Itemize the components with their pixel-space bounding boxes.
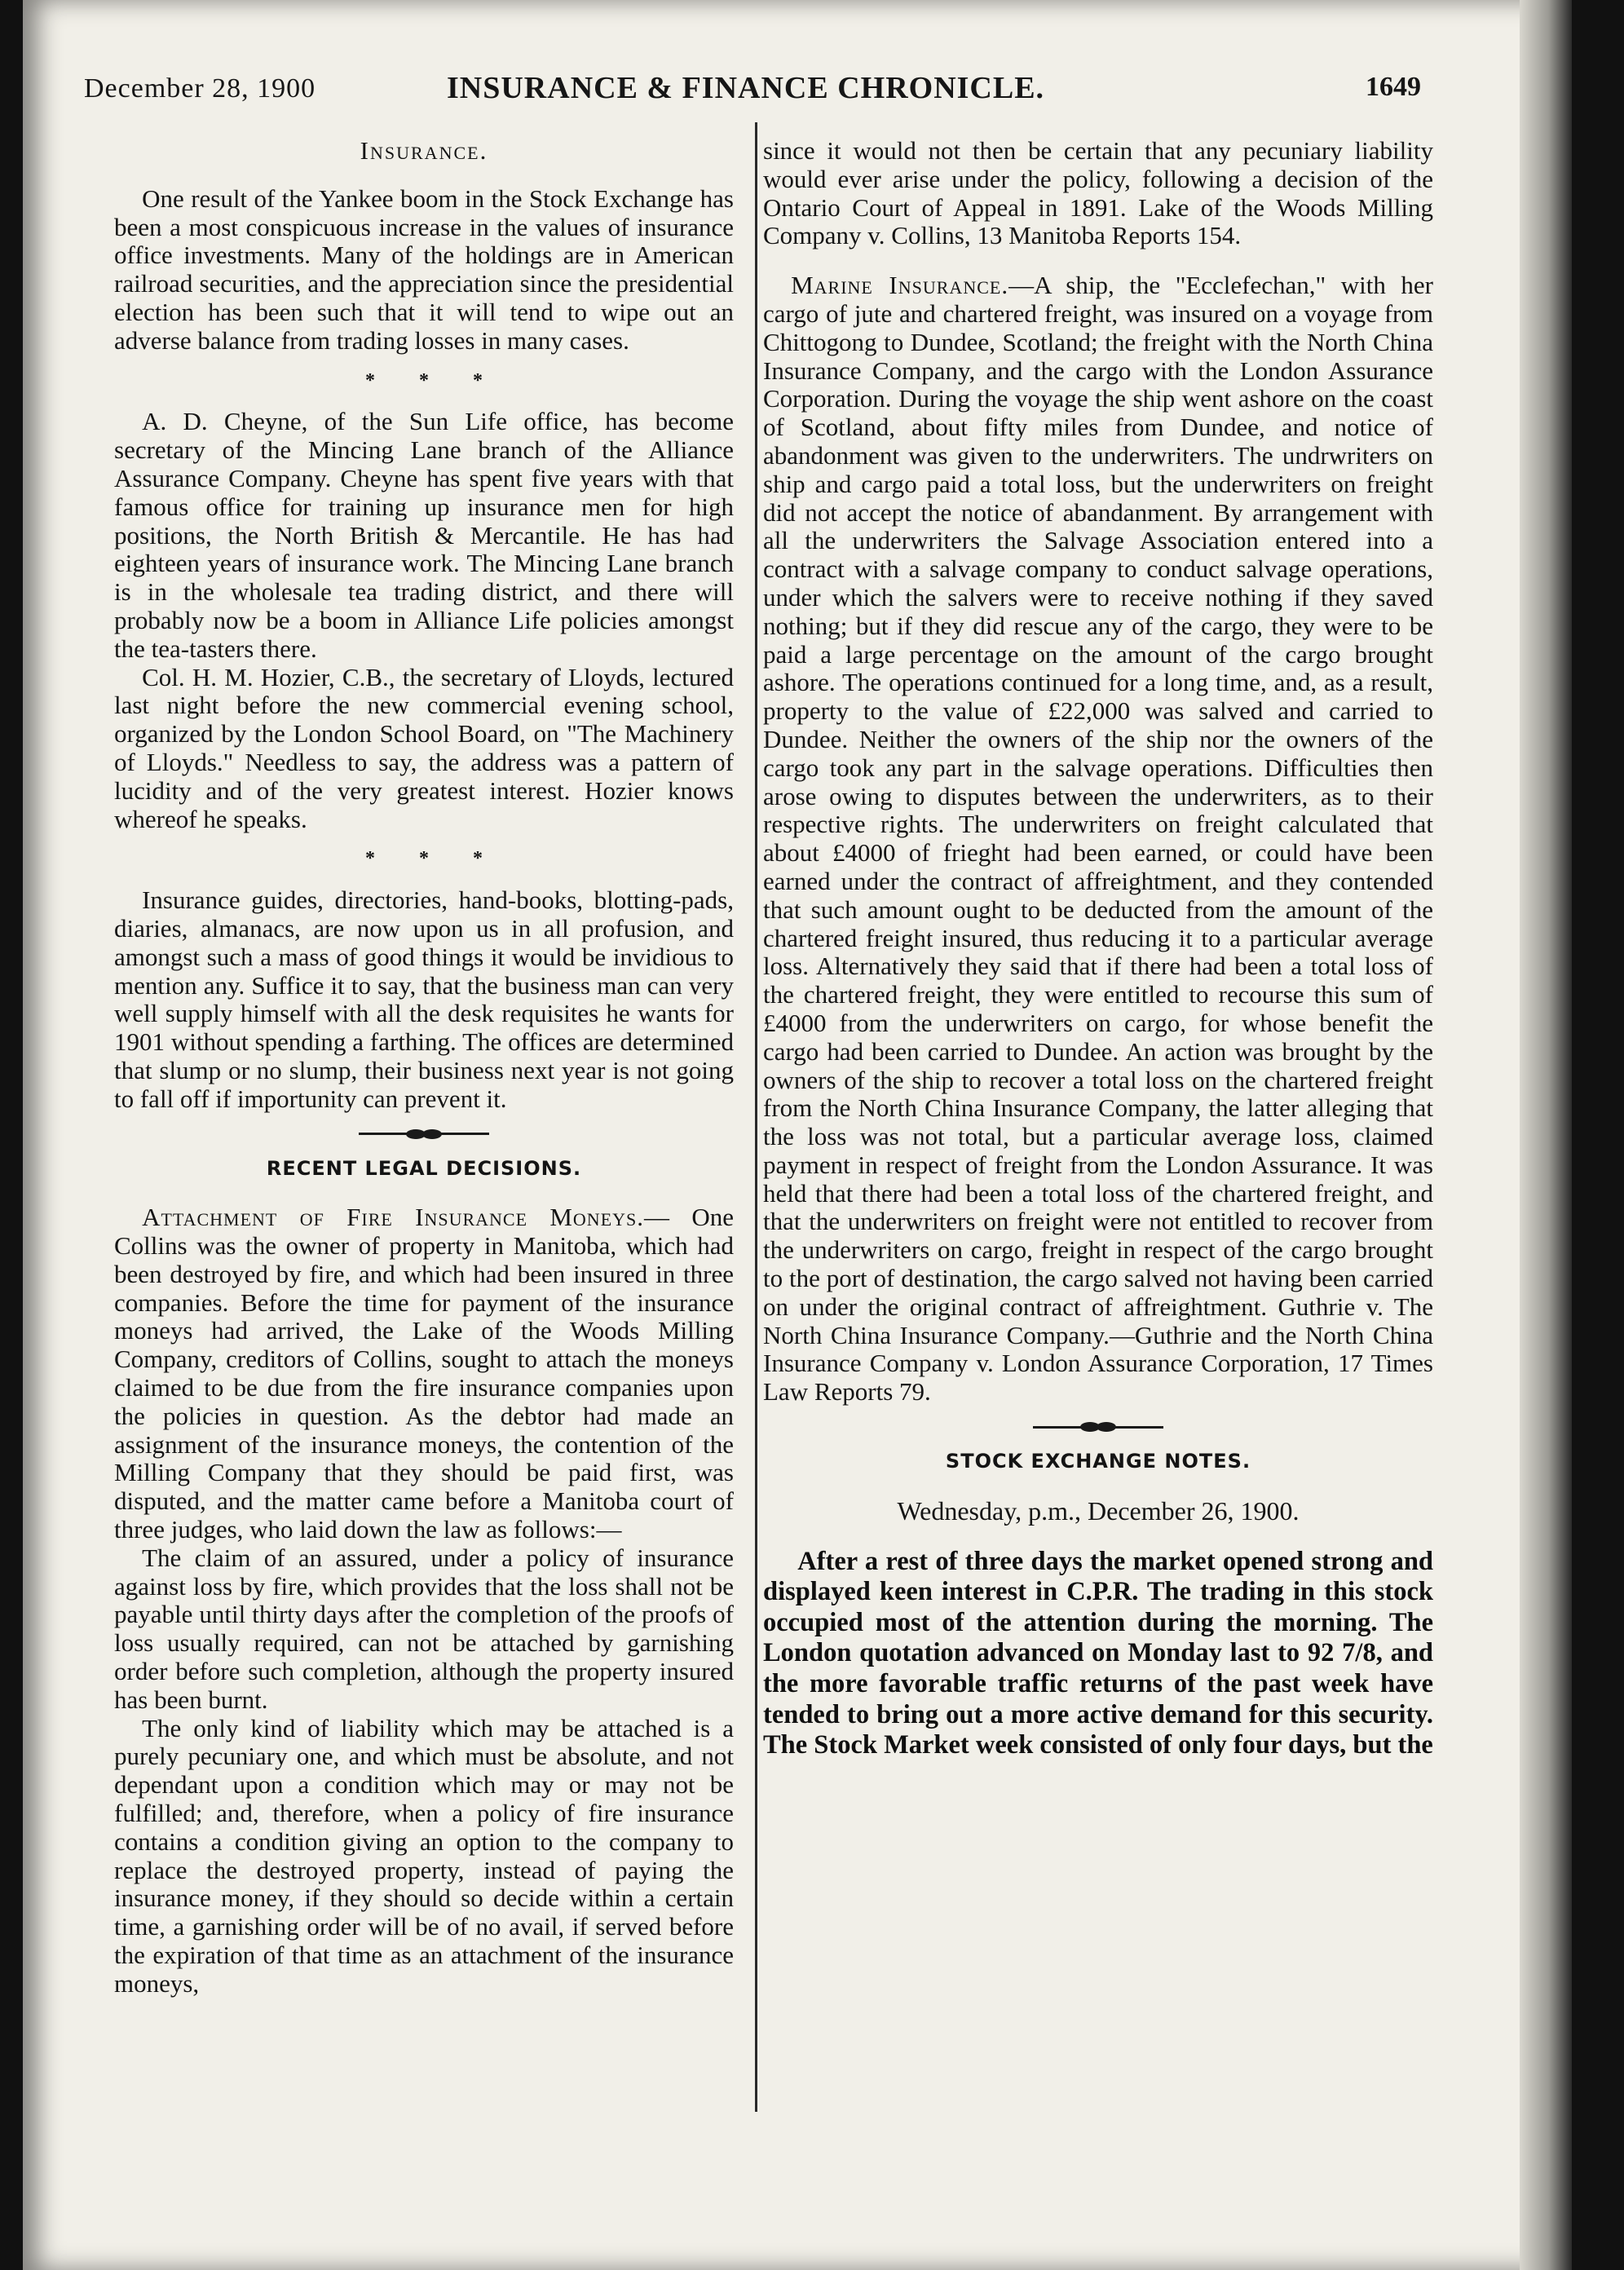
stock-exchange-heading: STOCK EXCHANGE NOTES.	[945, 1450, 1251, 1473]
paragraph-stock-market: After a rest of three days the market opened strong and displayed keen interest in C.P.R. The trading in this stock occupied most of the attention during the morning. The London quotation advanced on Monday last to 92 7/8, and the more favorable traffic returns of the past week have tended to bring out a more active demand for this security. The Stock Market week consisted of only four days, but the	[763, 1546, 1433, 1760]
page-edge-shadow	[1520, 0, 1572, 2270]
page-header	[84, 67, 1421, 108]
marine-lead: Marine Insurance.	[791, 271, 1009, 300]
paragraph-liability: The only kind of liability which may be attached is a purely pecuniary one, and which must be absolute, and not dependant upon a condition which may or may not be fulfilled; and, therefore, when a policy of fire insurance contains a condition giving an option to the company to replace the destroyed property, instead of paying the insurance money, if they should so decide within a certain time, a garnishing order will be of no avail, if served before the expiration of that time as an attachment of the insurance moneys,	[114, 1713, 734, 1998]
paragraph-continuation: since it would not then be certain that any pecuniary liability would ever arise under the policy, following a decision of the Ontario Court of Appeal in 1891. Lake of the Woods Milling Company v. Collins, 13 Manitoba Reports 154.	[763, 136, 1433, 250]
left-column	[114, 137, 734, 1998]
paragraph-claim: The claim of an assured, under a policy of insurance against loss by fire, which provides that the loss shall not be payable until thirty days after the completion of the proofs of loss usually required, can not be attached by garnishing order before such completion, although the property insured has been burnt.	[114, 1543, 734, 1714]
paragraph-marine	[763, 272, 1433, 1407]
right-column	[763, 137, 1433, 1761]
insurance-heading: Insurance.	[360, 136, 488, 165]
marine-body: —A ship, the "Ecclefechan," with her cargo of jute and chartered freight, was insured on a voyage from Chittogong to Dundee, Scotland; the freight with the North China Insurance Company, and the cargo with the London Assurance Corporation. During the voyage the ship went ashore on the coast of Scotland, about fifty miles from Dundee, and notice of abandonment was given to the underwriters. The undrwriters on ship and cargo paid a total loss, but the underwriters on freight did not accept the notice of abandanment. By arrangement with all the underwriters the Salvage Association entered into a contract with a salvage company to conduct salvage operations, under which the salvers were to receive nothing if they saved nothing; but if they did rescue any of the cargo, they were to be paid a large percentage on the amount of the cargo brought ashore. The operations continued for a long time, and, as a result, property to the value of £22,000 was salved and carried to Dundee. Neither the owners of the ship nor the owners of the cargo took any part in the salvage operations. Difficulties then arose owing to disputes between the underwriters, as to their respective rights. The underwriters on freight calculated that about £4000 of frieght had been earned, or could have been earned under the contract of affreightment, and they contended that such amount ought to be deducted from the amount of the chartered freight insured, thus reducing it to a particular average loss. Alternatively they said that if there had been a total loss of the chartered freight, they were entitled to recourse this sum of £4000 from the underwriters on cargo, for whose benefit the cargo had been carried to Dundee. An action was brought by the owners of the ship to recover a total loss on the chartered freight from the North China Insurance Company, the latter alleging that the loss was not total, but a particular average loss, claimed payment in respect of freight from the London Assurance. It was held that there had been a total loss of the chartered freight, and that the underwriters on freight were not entitled to recover from the underwriters on cargo, freight in respect of the cargo brought to the port of destination, the cargo salved not having been carried on under the original contract of affreightment. Guthrie v. The North China Insurance Company.—Guthrie and the North China Insurance Company v. London Assurance Corporation, 17 Times Law Reports 79.	[763, 271, 1433, 1407]
stock-notes-body	[763, 1547, 1433, 1761]
newspaper-page	[23, 0, 1572, 2270]
separator-stars: * * *	[365, 848, 502, 870]
paragraph-cheyne: A. D. Cheyne, of the Sun Life office, has become secretary of the Mincing Lane branch of the Alliance Assurance Company. Cheyne has spent five years with that famous office for training up insurance men for high positions, the North British & Mercantile. He has had eighteen years of insurance work. The Mincing Lane branch is in the wholesale tea trading district, and there will probably now be a boom in Alliance Life policies amongst the tea-tasters there.	[114, 407, 734, 663]
paragraph-attachment	[114, 1203, 734, 1544]
attachment-body: One Collins was the owner of property in Manitoba, which had been destroyed by fire, and which had been insured in three companies. Before the time for payment of the insurance moneys had arrived, the Lake of the Woods Milling Company, creditors of Collins, sought to attach the moneys claimed to be due from the fire insurance companies upon the policies in question. As the debtor had made an assignment of the insurance moneys, the contention of the Milling Company that they should be paid first, was disputed, and the matter came before a Manitoba court of three judges, who laid down the law as follows:—	[114, 1203, 734, 1544]
legal-decisions-heading: RECENT LEGAL DECISIONS.	[266, 1156, 582, 1180]
paragraph-hozier: Col. H. M. Hozier, C.B., the secretary of Lloyds, lectured last night before the new commercial evening school, organized by the London School Board, on "The Machinery of Lloyds." Needless to say, the address was a pattern of lucidity and of the very greatest interest. Hozier knows whereof he speaks.	[114, 662, 734, 833]
separator-stars: * * *	[365, 369, 502, 391]
paragraph-insurance-guides: Insurance guides, directories, hand-books, blotting-pads, diaries, almanacs, are now upon us in all profusion, and amongst such a mass of good things it would be invidious to mention any. Suffice it to say, that the business man can very well supply himself with all the desk requisites he wants for 1901 without spending a farthing. The offices are determined that slump or no slump, their business next year is not going to fall off if importunity can prevent it.	[114, 885, 734, 1113]
ornament-rule	[114, 1128, 734, 1140]
page-number: 1649	[1366, 72, 1421, 102]
paragraph-yankee-boom: One result of the Yankee boom in the Stock Exchange has been a most conspicuous increase in the values of insurance office investments. Many of the holdings are in American railroad securities, and the appreciation since the presidential election has been such that it will tend to wipe out an adverse balance from trading losses in many cases.	[114, 183, 734, 355]
ornament-rule	[763, 1421, 1433, 1433]
publication-title: INSURANCE & FINANCE CHRONICLE.	[447, 71, 1045, 105]
stock-dateline: Wednesday, p.m., December 26, 1900.	[897, 1495, 1300, 1526]
attachment-lead: Attachment of Fire Insurance Moneys.—	[142, 1203, 671, 1232]
issue-date: December 28, 1900	[84, 73, 316, 104]
column-divider	[755, 122, 757, 2112]
